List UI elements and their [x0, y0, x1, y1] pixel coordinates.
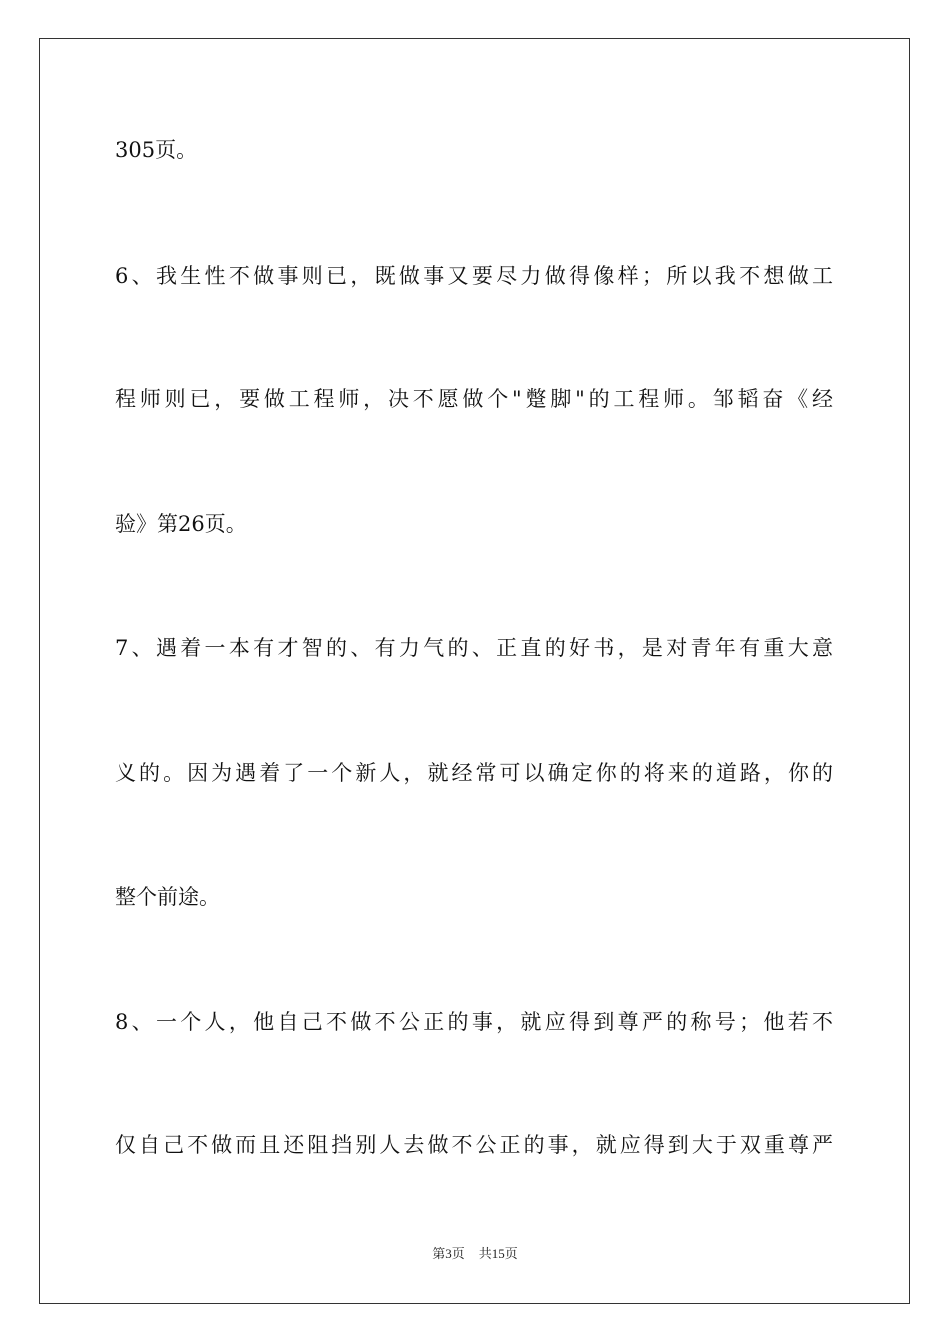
text-line-7: 整个前途。: [115, 885, 220, 909]
page-footer: [0, 1244, 950, 1264]
text-line-1: 305页。: [115, 138, 198, 162]
text-line-2: 6、我生性不做事则已，既做事又要尽力做得像样；所以我不想做工: [115, 264, 833, 288]
page-number-total: 共15页: [478, 1246, 518, 1261]
page-number-current: 第3页: [432, 1246, 465, 1261]
text-line-9: 仅自己不做而且还阻挡别人去做不公正的事，就应得到大于双重尊严: [115, 1133, 833, 1157]
text-line-4: 验》第26页。: [115, 512, 247, 536]
page-frame: [39, 38, 910, 1304]
text-line-6: 义的。因为遇着了一个新人，就经常可以确定你的将来的道路，你的: [115, 761, 833, 785]
text-line-3: 程师则已，要做工程师，决不愿做个"蹩脚"的工程师。邹韬奋《经: [115, 387, 833, 411]
text-line-5: 7、遇着一本有才智的、有力气的、正直的好书，是对青年有重大意: [115, 636, 833, 660]
text-line-8: 8、一个人，他自己不做不公正的事，就应得到尊严的称号；他若不: [115, 1010, 833, 1034]
